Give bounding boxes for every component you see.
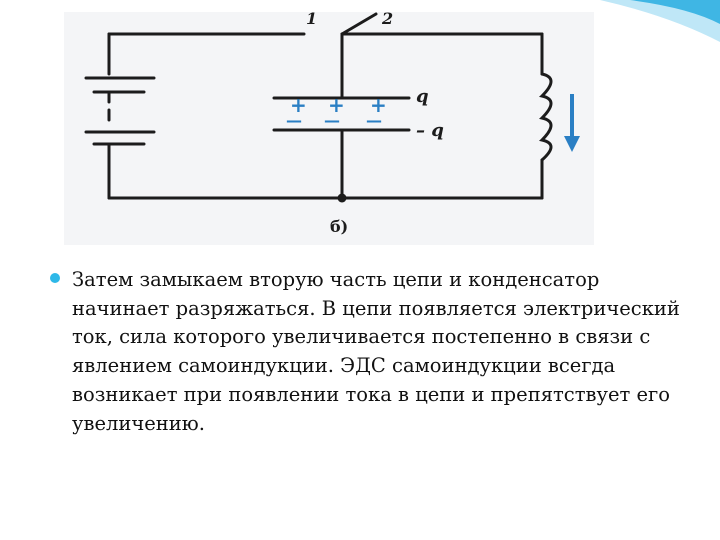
minus-sign: —: [286, 111, 302, 130]
minus-sign: —: [366, 111, 382, 130]
switch-label-2: 2: [382, 12, 394, 28]
bullet-text: Затем замыкаем вторую часть цепи и конденсатор начинает разряжаться. В цепи появляется электрический ток, сила которого увеличивается постепенно в связи с явлением самоиндукции. ЭДС самоиндукции всегда возникает при появлении тока в цепи и препятствует его увеличению.: [72, 268, 680, 435]
minus-sign: —: [324, 111, 340, 130]
plus-sign: +: [328, 93, 345, 117]
switch-label-1: 1: [306, 12, 318, 28]
circuit-diagram: [64, 12, 594, 245]
figure-caption: б): [330, 217, 349, 236]
circuit-figure: [64, 12, 594, 245]
charge-minus-label: – q: [416, 120, 444, 141]
charge-plus-label: q: [416, 86, 429, 107]
plus-sign: +: [290, 93, 307, 117]
current-arrow-icon: [564, 94, 580, 152]
bullet-dot-icon: [50, 273, 60, 283]
plus-sign: +: [370, 93, 387, 117]
